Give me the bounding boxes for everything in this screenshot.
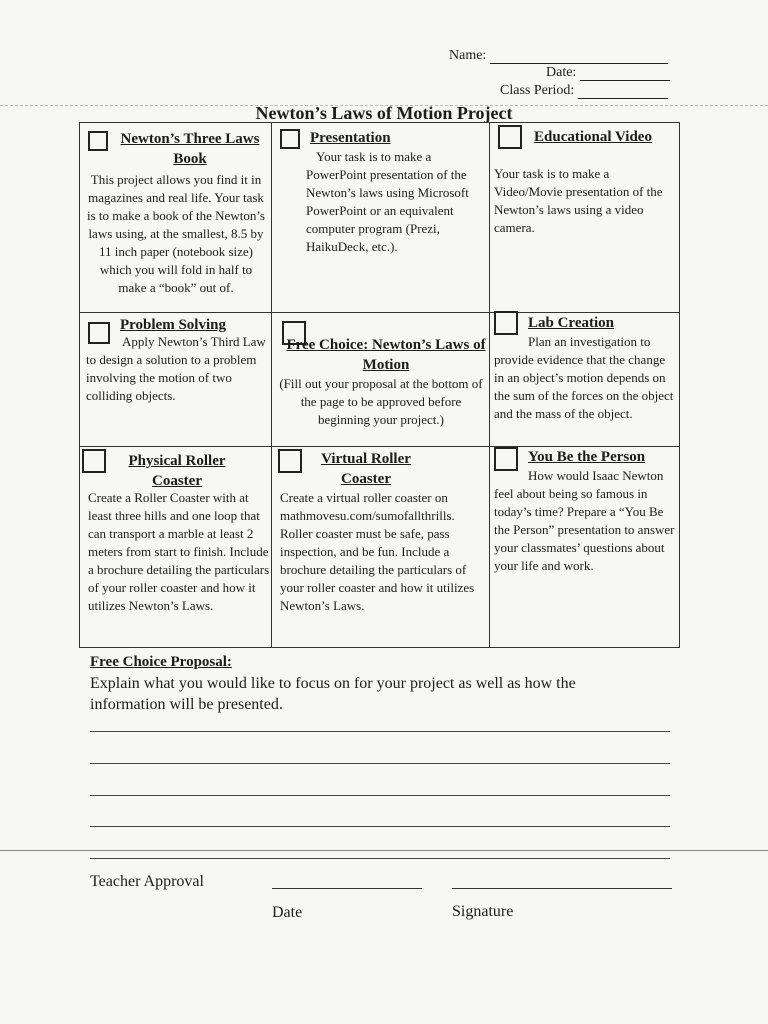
choice-cell-free-choice[interactable] bbox=[272, 313, 489, 446]
date-label: Date: bbox=[546, 65, 577, 80]
section-divider bbox=[0, 850, 768, 851]
date-field[interactable] bbox=[546, 65, 670, 81]
class-period-label: Class Period: bbox=[500, 83, 575, 98]
choice-description: Apply Newton’s Third Law to design a solution to a problem involving the motion of two colliding objects. bbox=[86, 334, 266, 403]
choice-description: How would Isaac Newton feel about being so famous in today’s time? Prepare a “You Be the Person” presentation to answer your classmates’ questions about your life and work. bbox=[494, 468, 675, 573]
signature-line[interactable] bbox=[452, 888, 672, 889]
checkbox[interactable] bbox=[278, 449, 302, 473]
proposal-writing-line[interactable] bbox=[90, 858, 670, 859]
choice-description: Plan an investigation to provide evidence that the change in an object’s motion depends on the sum of the forces on the object and the mass of the object. bbox=[494, 334, 674, 421]
choice-cell-problem-solving[interactable] bbox=[80, 313, 271, 446]
choice-title: Problem Solving bbox=[120, 317, 226, 333]
choice-cell-presentation[interactable] bbox=[272, 123, 489, 312]
choice-cell-physical-coaster[interactable] bbox=[80, 447, 271, 647]
choice-description: Your task is to make a Video/Movie presentation of the Newton’s laws using a video camera. bbox=[494, 166, 663, 235]
choice-title: You Be the Person bbox=[528, 449, 646, 465]
proposal-writing-line[interactable] bbox=[90, 826, 670, 827]
checkbox[interactable] bbox=[498, 125, 522, 149]
choice-cell-you-be-the-person[interactable] bbox=[490, 447, 680, 647]
choice-description: Create a virtual roller coaster on mathmovesu.com/sumofallthrills. Roller coaster must be safe, pass inspection, and be fun. Include a brochure detailing the particulars of your roller coaster and how it utilizes Newton’s Laws. bbox=[280, 490, 475, 613]
choice-description: This project allows you find it in magazines and real life. Your task is to make a book of the Newton’s laws using, at the smallest, 8.5 by 11 inch paper (notebook size) which you will fold in half to make a “book” out of. bbox=[87, 172, 265, 295]
choice-description: Your task is to make a PowerPoint presentation of the Newton’s laws using Microsoft PowerPoint or an equivalent computer program (Prezi, HaikuDeck, etc.). bbox=[306, 149, 469, 254]
proposal-writing-line[interactable] bbox=[90, 795, 670, 796]
choice-description: Create a Roller Coaster with at least three hills and one loop that can transport a marble at least 2 meters from start to finish. Include a brochure detailing the particulars of your roller coaster and how it utilizes Newton’s Laws. bbox=[88, 490, 270, 613]
page-title: Newton’s Laws of Motion Project bbox=[255, 103, 513, 123]
class-period-field[interactable] bbox=[500, 83, 668, 99]
signature-label: Signature bbox=[452, 903, 514, 920]
date-line[interactable] bbox=[580, 66, 670, 81]
name-line[interactable] bbox=[490, 49, 668, 64]
choice-title: Virtual Roller Coaster bbox=[321, 451, 411, 487]
choice-cell-lab-creation[interactable] bbox=[490, 313, 680, 446]
proposal-instructions: Explain what you would like to focus on for your project as well as how the information will be presented. bbox=[90, 675, 576, 713]
proposal-writing-line[interactable] bbox=[90, 731, 670, 732]
checkbox[interactable] bbox=[280, 129, 300, 149]
choice-cell-virtual-coaster[interactable] bbox=[272, 447, 489, 647]
choice-title: Newton’s Three Laws Book bbox=[120, 131, 260, 167]
project-choice-grid bbox=[79, 122, 680, 648]
choice-title: Presentation bbox=[310, 130, 391, 146]
proposal-writing-line[interactable] bbox=[90, 763, 670, 764]
checkbox[interactable] bbox=[82, 449, 106, 473]
proposal-title: Free Choice Proposal: bbox=[90, 654, 232, 670]
choice-title: Educational Video bbox=[534, 129, 652, 145]
date-signature-line[interactable] bbox=[272, 888, 422, 889]
choice-cell-video[interactable] bbox=[490, 123, 680, 312]
checkbox[interactable] bbox=[88, 131, 108, 151]
choice-title: Lab Creation bbox=[528, 315, 614, 331]
approval-date-label: Date bbox=[272, 904, 303, 921]
choice-description: (Fill out your proposal at the bottom of the page to be approved before beginning your project.) bbox=[279, 376, 483, 427]
choice-title: Physical Roller Coaster bbox=[128, 453, 226, 489]
name-field[interactable] bbox=[449, 48, 668, 64]
choice-cell-book[interactable] bbox=[80, 123, 271, 312]
checkbox[interactable] bbox=[494, 311, 518, 335]
class-period-line[interactable] bbox=[578, 84, 668, 99]
choice-title: Free Choice: Newton’s Laws of Motion bbox=[286, 337, 486, 373]
teacher-approval-label: Teacher Approval bbox=[90, 873, 204, 890]
name-label: Name: bbox=[449, 48, 487, 63]
